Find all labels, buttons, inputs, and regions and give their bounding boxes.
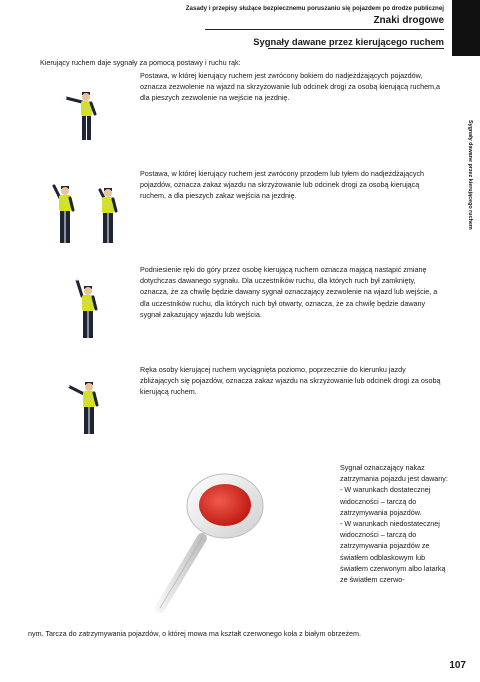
officer-horizontal-arm-illustration — [66, 372, 116, 438]
paragraph-raised-arm: Podniesienie ręki do góry przez osobę kierującą ruchem oznacza mającą nastąpić zmianę dotychczas dawanego sygnału. Dla uczestników ruchu, dla których ruch był zamknięty, oznacza, że za chwilę będzie dawany sygnał oznaczający zezwolenie na wjazd lub wejście, a dla uczestników ruchu, dla których ruch był otwarty, oznacza, że za chwilę będzie dawany sygnał zakazujący wjazdu lub wejścia. — [140, 265, 438, 319]
page-number: 107 — [449, 660, 466, 671]
section-title: Sygnały dawane przez kierującego ruchem — [253, 36, 444, 47]
paragraph-front-back-stance: Postawa, w której kierujący ruchem jest zwrócony przodem lub tyłem do nadjeżdżających pojazdów, oznacza zakaz wjazdu na skrzyżowanie lub odcinek drogi za osobą kierującą ruchem, a dla pieszych zakaz wejścia na jezdnię. — [140, 169, 425, 201]
stop-signal-item-poor-visibility: - W warunkach niedostatecznej widoczności – tarczą do zatrzymywania pojazdów ze światłem odblaskowym lub światłem czerwonym albo latarką ze światłem czerwo- — [340, 519, 446, 585]
header-chapter: Znaki drogowe — [373, 15, 444, 26]
paragraph-horizontal-arm: Ręka osoby kierującej ruchem wyciągnięta poziomo, poprzecznie do kierunku jazdy zbliżających się pojazdów, oznacza zakaz wjazdu na skrzyżowanie lub odcinek drogi za osobą kierującą ruchem. — [140, 365, 441, 397]
stop-signal-tail: nym. Tarcza do zatrzymywania pojazdów, o której mowa ma kształt czerwonego koła z białym obrzeżem. — [28, 629, 362, 638]
side-tab-label: Sygnały dawane przez kierującego ruchem — [467, 120, 473, 230]
paragraph-side-stance: Postawa, w której kierujący ruchem jest zwrócony bokiem do nadjeżdżających pojazdów, oznacza zezwolenie na wjazd na skrzyżowanie lub odcinek drogi za osobą kierującą ruchem,a dla pieszych zezwolenie na wejście na jezdnię. — [140, 71, 441, 103]
officer-side-illustration — [62, 82, 112, 144]
stop-signal-lead: Sygnał oznaczający nakaz zatrzymania pojazdu jest dawany: — [340, 463, 448, 484]
officer-raised-arm-illustration — [70, 276, 110, 342]
stop-signal-item-good-visibility: - W warunkach dostatecznej widoczności – tarczą do zatrzymywania pojazdów. — [340, 485, 431, 517]
side-tab-marker — [452, 0, 480, 56]
header-rule — [205, 29, 444, 30]
stop-paddle-illustration — [150, 468, 270, 618]
section-rule — [268, 48, 444, 49]
intro-text: Kierujący ruchem daje sygnały za pomocą postawy i ruchu rąk: — [40, 58, 241, 67]
officer-front-back-illustration — [48, 180, 128, 248]
header-subtitle: Zasady i przepisy służące bezpiecznemu poruszaniu się pojazdem po drodze publicznej — [185, 5, 444, 12]
stop-signal-description — [340, 462, 450, 585]
